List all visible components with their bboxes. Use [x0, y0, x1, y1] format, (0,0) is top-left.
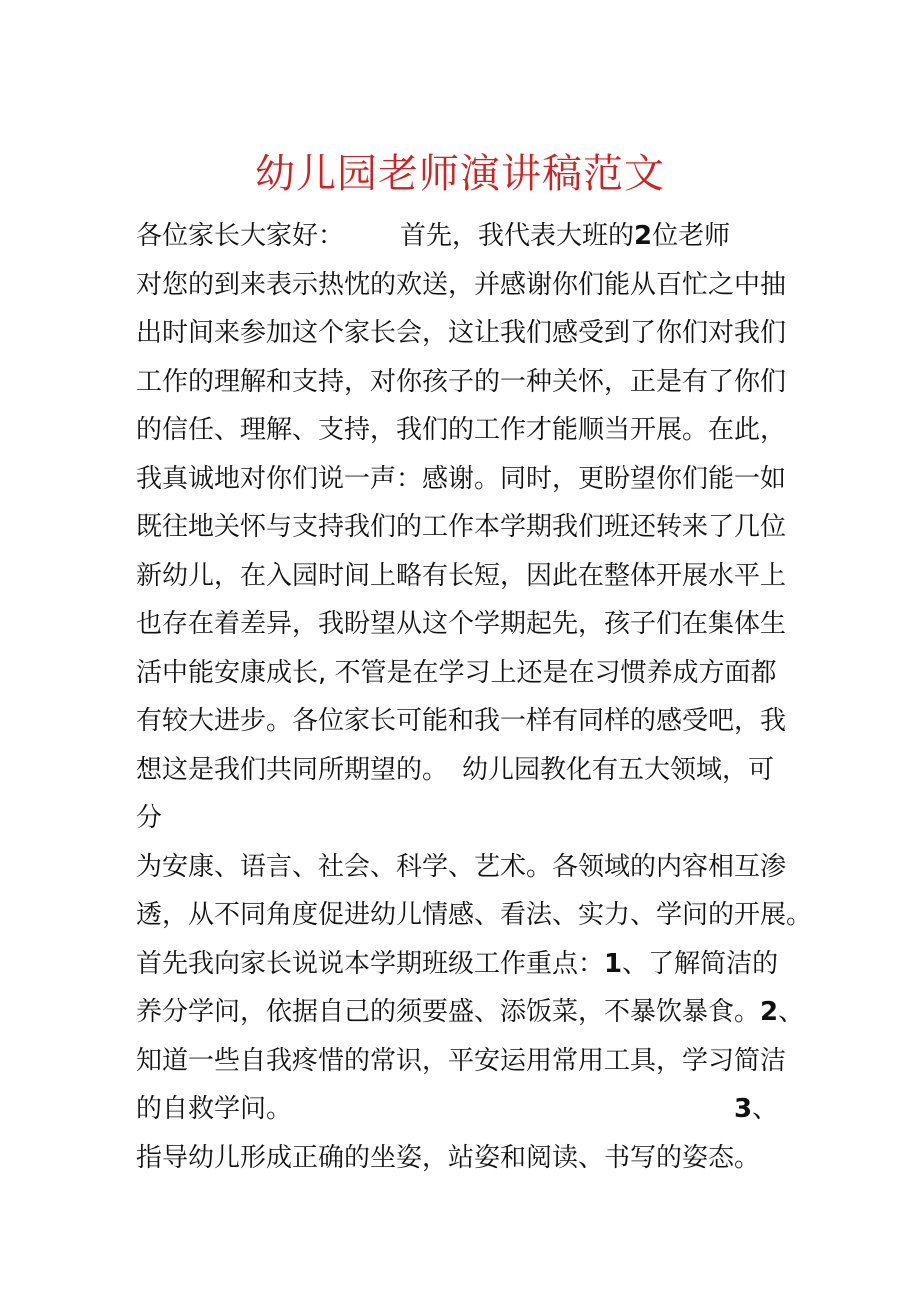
- paragraph-line: 有较大进步。各位家长可能和我一样有同样的感受吧，我: [136, 706, 787, 736]
- line-text: 养分学问，依据自己的须要盛、添饭菜，不暴饮暴食。: [136, 997, 761, 1027]
- line-text: 、: [752, 1094, 779, 1124]
- paragraph-line: [136, 988, 836, 1037]
- paragraph-line: 活中能安康成长, 不管是在学习上还是在习惯养成方面都: [136, 657, 777, 688]
- paragraph-line: 为安康、语言、社会、科学、艺术。各领域的内容相互渗: [136, 851, 787, 882]
- paragraph-line: [136, 212, 836, 261]
- line-text: 首先我向家长说说本学期班级工作重点：: [136, 948, 605, 979]
- document-title: 幼儿园老师演讲稿范文: [255, 151, 665, 197]
- paragraph-line: 工作的理解和支持，对你孩子的一种关怀，正是有了你们: [136, 366, 787, 397]
- line-text: 想这是我们共同所期望的。: [136, 754, 449, 785]
- paragraph-line: 透，从不同角度促进幼儿情感、看法、实力、学问的开展。: [136, 900, 813, 930]
- greeting: 各位家长大家好：: [136, 221, 345, 251]
- paragraph-line: [136, 746, 836, 795]
- line-text: 、了解简洁的: [622, 948, 779, 979]
- line-text: 首先，我代表大班的: [400, 221, 635, 251]
- item-number-1: 1: [604, 948, 623, 979]
- paragraph-line: 既往地关怀与支持我们的工作本学期我们班还转来了几位: [136, 512, 787, 542]
- paragraph-line: 知道一些自我疼惜的常识，平安运用常用工具，学习简洁: [136, 1045, 787, 1076]
- paragraph-line: [136, 940, 836, 989]
- paragraph-line: [136, 1085, 836, 1134]
- line-text: 幼儿园教化有五大领域，可: [462, 754, 775, 785]
- line-text: 的自救学问。: [136, 1094, 293, 1124]
- paragraph-line: 指导幼儿形成正确的坐姿，站姿和阅读、书写的姿态。: [136, 1142, 761, 1173]
- paragraph-line: 对您的到来表示热忱的欢送，并感谢你们能从百忙之中抽: [136, 269, 787, 300]
- paragraph-line: 新幼儿，在入园时间上略有长短，因此在整体开展水平上: [136, 560, 787, 591]
- paragraph-line: 分: [136, 803, 163, 833]
- paragraph-line: 也存在着差异，我盼望从这个学期起先，孩子们在集体生: [136, 609, 787, 639]
- item-number-2: 2: [760, 997, 779, 1027]
- paragraph-line: 出时间来参加这个家长会，这让我们感受到了你们对我们: [136, 318, 787, 348]
- item-number-3: 3: [734, 1094, 753, 1124]
- document-body: [136, 212, 836, 1182]
- line-text: 、: [778, 997, 805, 1027]
- paragraph-line: 的信任、理解、支持，我们的工作才能顺当开展。在此，: [136, 415, 787, 445]
- paragraph-line: 我真诚地对你们说一声：感谢。同时，更盼望你们能一如: [136, 463, 787, 494]
- line-text: 位老师: [652, 221, 731, 251]
- number-2-teachers: 2: [634, 221, 653, 251]
